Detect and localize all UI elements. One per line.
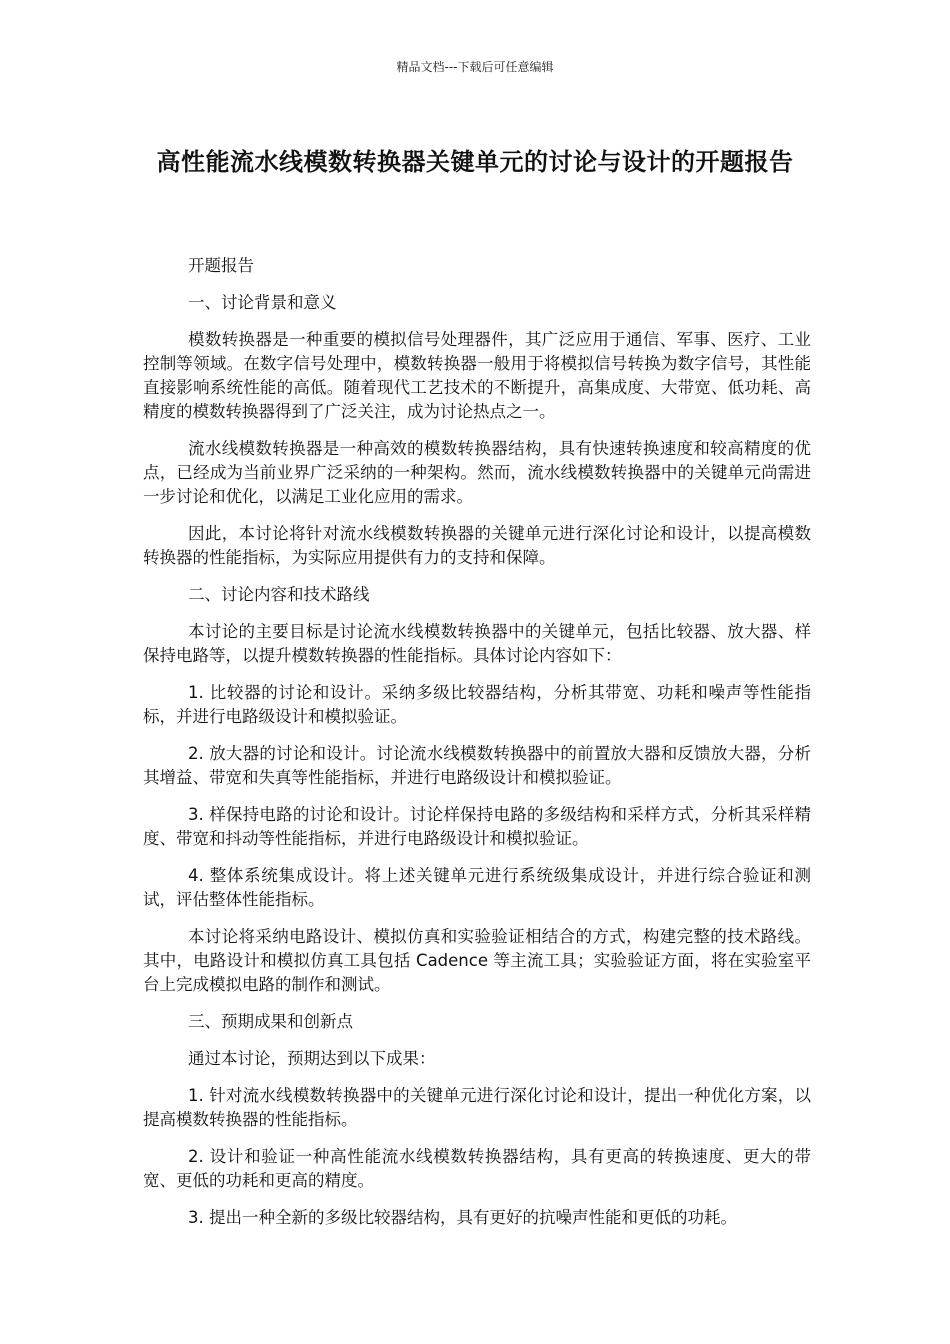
section-3-heading: 三、预期成果和创新点: [188, 1012, 353, 1031]
list-item: 2. 放大器的讨论和设计。讨论流水线模数转换器中的前置放大器和反馈放大器，分析其增益、带宽和失真等性能指标，并进行电路级设计和模拟验证。: [143, 744, 811, 787]
list-item: 4. 整体系统集成设计。将上述关键单元进行系统级集成设计，并进行综合验证和测试，评估整体性能指标。: [143, 866, 811, 909]
list-item: 1. 针对流水线模数转换器中的关键单元进行深化讨论和设计，提出一种优化方案，以提高模数转换器的性能指标。: [143, 1086, 811, 1129]
list-item: 1. 比较器的讨论和设计。采纳多级比较器结构，分析其带宽、功耗和噪声等性能指标，并进行电路级设计和模拟验证。: [143, 683, 811, 726]
section-1-heading: 一、讨论背景和意义: [188, 293, 337, 312]
paragraph: 本讨论的主要目标是讨论流水线模数转换器中的关键单元，包括比较器、放大器、样保持电路等，以提升模数转换器的性能指标。具体讨论内容如下：: [143, 622, 811, 665]
paragraph: 模数转换器是一种重要的模拟信号处理器件，其广泛应用于通信、军事、医疗、工业控制等领域。在数字信号处理中，模数转换器一般用于将模拟信号转换为数字信号，其性能直接影响系统性能的高低。随着现代工艺技术的不断提升，高集成度、大带宽、低功耗、高精度的模数转换器得到了广泛关注，成为讨论热点之一。: [143, 330, 811, 421]
paragraph: 通过本讨论，预期达到以下成果：: [188, 1049, 436, 1068]
paragraph: 本讨论将采纳电路设计、模拟仿真和实验验证相结合的方式，构建完整的技术路线。其中，电路设计和模拟仿真工具包括 Cadence 等主流工具；实验验证方面，将在实验室平台上完成模拟电路的制作和测试。: [143, 927, 811, 994]
list-item: 3. 样保持电路的讨论和设计。讨论样保持电路的多级结构和采样方式，分析其采样精度、带宽和抖动等性能指标，并进行电路级设计和模拟验证。: [143, 805, 811, 848]
document-body: [143, 254, 811, 1243]
paragraph: 因此，本讨论将针对流水线模数转换器的关键单元进行深化讨论和设计，以提高模数转换器的性能指标，为实际应用提供有力的支持和保障。: [143, 524, 811, 567]
document-title: 高性能流水线模数转换器关键单元的讨论与设计的开题报告: [156, 148, 794, 176]
paragraph: 流水线模数转换器是一种高效的模数转换器结构，具有快速转换速度和较高精度的优点，已经成为当前业界广泛采纳的一种架构。然而，流水线模数转换器中的关键单元尚需进一步讨论和优化，以满足工业化应用的需求。: [143, 439, 811, 506]
report-label: 开题报告: [188, 256, 254, 275]
list-item: 3. 提出一种全新的多级比较器结构，具有更好的抗噪声性能和更低的功耗。: [188, 1208, 737, 1227]
page-header: 精品文档---下载后可任意编辑: [396, 60, 554, 74]
list-item: 2. 设计和验证一种高性能流水线模数转换器结构，具有更高的转换速度、更大的带宽、更低的功耗和更高的精度。: [143, 1147, 811, 1190]
section-2-heading: 二、讨论内容和技术路线: [188, 585, 370, 604]
